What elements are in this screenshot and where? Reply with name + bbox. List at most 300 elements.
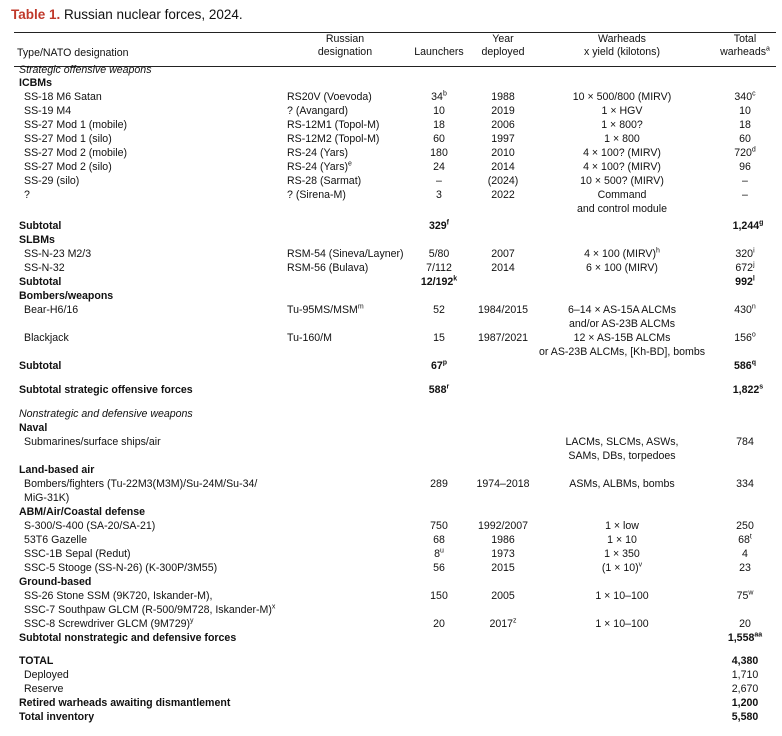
table-cell-text: 2019 [491, 105, 515, 117]
table-cell [19, 464, 94, 477]
table-cell [287, 175, 361, 188]
footnote-marker: h [656, 247, 660, 255]
table-cell [736, 436, 754, 449]
table-cell [19, 77, 52, 90]
table-cell [24, 683, 63, 696]
table-cell [24, 562, 217, 575]
footnote-marker: f [446, 219, 450, 227]
table-cell [433, 332, 445, 345]
footnote-marker: t [749, 533, 752, 541]
table-cell [433, 105, 445, 118]
table-cell [19, 632, 236, 645]
table-cell-text: 180 [430, 147, 448, 159]
table-cell-text: SS-N-32 [24, 262, 65, 274]
table-cell-text: SS-27 Mod 1 (mobile) [24, 119, 128, 131]
footnote-marker: u [440, 547, 444, 555]
footnote-marker: m [357, 303, 364, 311]
table-cell [430, 478, 448, 491]
table-cell-text: 1 × 10–100 [595, 590, 649, 602]
table-cell-text: 20 [433, 618, 445, 630]
table-cell [732, 711, 759, 724]
table-cell-text: 8 [434, 548, 440, 560]
column-header-text: designation [317, 46, 373, 58]
table-cell-text: SSC-5 Stooge (SS-N-26) (K-300P/3M55) [24, 562, 218, 574]
table-cell [732, 683, 759, 696]
table-cell [24, 147, 127, 160]
table-cell [429, 248, 450, 261]
table-cell [728, 632, 762, 645]
table-cell [488, 175, 519, 188]
table-cell-text: Reserve [24, 683, 64, 695]
table-cell-text: 320 [735, 248, 754, 260]
footnote-marker: z [513, 617, 517, 625]
table-cell [430, 520, 448, 533]
table-cell [738, 534, 752, 547]
table-cell-text: 5,580 [731, 711, 759, 723]
table-cell [595, 590, 648, 603]
table-cell [24, 133, 112, 146]
table-cell-text: TOTAL [19, 655, 54, 667]
table-cell-text: 10 × 500? (MIRV) [580, 175, 664, 187]
table-cell-text: 18 [433, 119, 445, 131]
table-cell-text: 4 × 100? (MIRV) [583, 147, 661, 159]
table-cell [24, 478, 257, 491]
table-cell-text: 672 [735, 262, 754, 274]
table-cell-text: 67 [430, 360, 443, 372]
table-cell-text: 18 [739, 119, 751, 131]
table-cell [539, 346, 705, 359]
table-cell-text: – [742, 189, 748, 201]
table-cell [431, 91, 447, 104]
table-cell-text: 60 [433, 133, 445, 145]
table-cell [24, 105, 71, 118]
table-cell [491, 548, 515, 561]
footnote-marker: q [751, 359, 756, 367]
table-cell [478, 332, 528, 345]
table-cell [433, 562, 445, 575]
table-cell [565, 436, 678, 449]
table-cell-text: 1 × HGV [601, 105, 643, 117]
table-cell-text: 68 [433, 534, 445, 546]
table-cell [735, 248, 754, 261]
table-cell [491, 562, 515, 575]
table-cell-text: 1987/2021 [477, 332, 529, 344]
footnote-marker: aa [754, 631, 763, 639]
table-cell [287, 147, 348, 160]
table-cell-text: 992 [735, 276, 753, 288]
table-cell [24, 175, 79, 188]
table-cell-text: or AS-23B ALCMs, [Kh-BD], bombs [538, 346, 706, 358]
table-cell-text: 1 × 10–100 [595, 618, 649, 630]
column-header [492, 33, 513, 46]
table-cell-text: 2014 [491, 262, 515, 274]
table-cell [569, 478, 674, 491]
table-cell-text: 4 × 100? (MIRV) [583, 161, 661, 173]
table-cell-text: 720 [734, 147, 752, 159]
table-cell-text: Bombers/weapons [19, 290, 114, 302]
table-cell [605, 520, 639, 533]
table-cell-text: RS-28 (Sarmat) [287, 175, 362, 187]
table-cell-text: 586 [734, 360, 752, 372]
table-cell [478, 520, 528, 533]
table-cell [732, 697, 759, 710]
footnote-marker: s [759, 383, 764, 391]
table-cell [19, 576, 91, 589]
footnote-marker: e [348, 160, 352, 168]
table-cell [584, 248, 660, 261]
table-cell [568, 450, 675, 463]
table-cell [430, 147, 448, 160]
table-cell-text: 1992/2007 [477, 520, 529, 532]
table-cell-text: 52 [433, 304, 445, 316]
table-cell [287, 189, 346, 202]
table-cell-text: 2005 [491, 590, 515, 602]
table-cell [491, 133, 515, 146]
footnote-marker: p [442, 359, 448, 367]
table-cell-text: 1,710 [731, 669, 759, 681]
table-cell [602, 562, 642, 575]
table-cell-text: 1,244 [732, 220, 760, 232]
table-cell [19, 360, 61, 373]
table-cell [24, 590, 212, 603]
footnote-marker: v [638, 561, 643, 569]
table-cell-text: and control module [576, 203, 668, 215]
table-cell-text: Deployed [24, 669, 69, 681]
table-cell [577, 203, 667, 216]
table-cell-text: Ground-based [19, 576, 92, 588]
table-cell [287, 119, 379, 132]
table-cell-text: Submarines/surface ships/air [24, 436, 161, 448]
table-cell [476, 478, 529, 491]
table-cell [24, 161, 112, 174]
table-cell-text: 3 [436, 189, 442, 201]
table-cell [491, 262, 515, 275]
table-cell [491, 119, 515, 132]
table-cell [736, 520, 754, 533]
table-cell-text: 75 [736, 590, 749, 602]
table-cell-text: (2024) [487, 175, 519, 187]
footnote-marker: i [753, 247, 755, 255]
table-cell [19, 234, 55, 247]
table-cell [739, 618, 751, 631]
table-cell-text: 1 × low [605, 520, 639, 532]
table-cell [732, 655, 759, 668]
table-cell [491, 105, 515, 118]
column-header-text: x yield (kilotons) [584, 46, 660, 58]
table-cell [430, 590, 448, 603]
table-cell-text: 1,200 [731, 697, 759, 709]
table-cell [24, 618, 194, 631]
table-cell [736, 478, 754, 491]
table-cell [436, 175, 442, 188]
table-cell [426, 262, 452, 275]
table-cell-text: 10 × 500/800 (MIRV) [572, 91, 672, 103]
table-cell-text: SS-19 M4 [24, 105, 72, 117]
table-cell [734, 91, 755, 104]
table-cell [24, 119, 127, 132]
table-cell-text: 12 × AS-15B ALCMs [573, 332, 671, 344]
table-cell [24, 248, 91, 261]
table-cell-text: 10 [433, 105, 445, 117]
table-cell-text: Total inventory [19, 711, 95, 723]
table-cell [604, 548, 640, 561]
table-cell [436, 189, 442, 202]
table-cell [287, 105, 348, 118]
table-cell-text: 150 [430, 590, 448, 602]
table-cell-text: – [742, 175, 748, 187]
table-cell [491, 534, 515, 547]
table-cell [491, 590, 515, 603]
table-cell-text: 750 [430, 520, 448, 532]
table-cell [733, 220, 764, 233]
table-cell-text: SS-26 Stone SSM (9K720, Iskander-M), [24, 590, 213, 602]
table-cell-text: Command [597, 189, 647, 201]
table-cell [421, 276, 457, 289]
table-cell [287, 304, 364, 317]
table-cell-text: 23 [739, 562, 751, 574]
top-rule [14, 32, 776, 33]
table-cell-text: 588 [428, 384, 447, 396]
table-cell [24, 534, 87, 547]
table-cell-text: SS-27 Mod 1 (silo) [24, 133, 112, 145]
table-title [11, 7, 243, 22]
footnote-marker: o [751, 331, 756, 339]
column-header-text: Type/NATO designation [17, 47, 129, 59]
table-cell [434, 548, 444, 561]
table-cell-text: 4 [742, 548, 748, 560]
table-cell [598, 189, 647, 202]
column-header [414, 46, 463, 59]
column-header [326, 33, 364, 46]
table-cell [734, 147, 756, 160]
table-cell [19, 384, 193, 397]
footnote-marker: w [748, 589, 754, 597]
table-cell-text: S-300/S-400 (SA-20/SA-21) [24, 520, 156, 532]
table-cell [287, 133, 379, 146]
column-header-text: Launchers [414, 46, 464, 58]
table-cell-text: 10 [739, 105, 751, 117]
table-cell-text: 2017 [489, 618, 514, 630]
table-cell-text: 6 × 100 (MIRV) [586, 262, 658, 274]
table-cell-text: MiG-31K) [24, 492, 70, 504]
table-cell [24, 669, 69, 682]
table-cell-text: 15 [433, 332, 445, 344]
table-cell [24, 492, 69, 505]
footnote-marker: b [442, 90, 447, 98]
table-cell-text: ? (Sirena-M) [287, 189, 346, 201]
table-cell [19, 506, 145, 519]
table-cell-text: 1997 [491, 133, 515, 145]
table-cell-text: ? [24, 189, 30, 201]
column-header [734, 33, 756, 46]
table-cell-text: SS-N-23 M2/3 [24, 248, 92, 260]
table-cell-text: SSC-8 Screwdriver GLCM (9M729) [24, 618, 191, 630]
table-cell [732, 669, 759, 682]
table-cell-text: ABM/Air/Coastal defense [19, 506, 145, 518]
table-cell-text: SS-27 Mod 2 (silo) [24, 161, 112, 173]
table-cell-text: 2,670 [731, 683, 759, 695]
table-title-text: Russian nuclear forces, 2024. [60, 7, 243, 22]
table-cell [739, 105, 751, 118]
table-cell-text: RSM-56 (Bulava) [287, 262, 369, 274]
table-cell-text: SLBMs [19, 234, 55, 246]
table-cell-text: 20 [739, 618, 751, 630]
table-cell-text: Subtotal [19, 276, 62, 288]
footnote-marker: y [190, 617, 194, 625]
table-cell-text: RS-12M1 (Topol-M) [287, 119, 380, 131]
table-cell [24, 520, 155, 533]
table-cell [735, 262, 754, 275]
table-cell-text: 2022 [491, 189, 515, 201]
column-header [17, 47, 129, 60]
footnote-marker: g [759, 219, 764, 227]
table-cell-text: 4 × 100 (MIRV) [584, 248, 657, 260]
table-cell-text: Land-based air [19, 464, 95, 476]
table-cell-text: Bombers/fighters (Tu-22M3(M3M)/Su-24M/Su-34/ [24, 478, 258, 490]
table-cell [287, 332, 332, 345]
table-cell [595, 618, 648, 631]
table-cell [433, 119, 445, 132]
table-cell [24, 91, 102, 104]
table-cell-text: ? (Avangard) [287, 105, 349, 117]
table-cell [601, 119, 643, 132]
table-cell [604, 133, 640, 146]
table-cell [19, 655, 53, 668]
table-cell [574, 332, 671, 345]
table-cell-text: SAMs, DBs, torpedoes [568, 450, 676, 462]
table-cell [739, 133, 751, 146]
table-cell-text: Tu-160/M [287, 332, 332, 344]
table-cell [734, 304, 756, 317]
table-cell-text: – [436, 175, 442, 187]
table-cell [19, 697, 230, 710]
table-cell-text: 1974–2018 [476, 478, 530, 490]
table-cell-text: 430 [734, 304, 752, 316]
table-cell [24, 304, 78, 317]
table-cell [583, 161, 661, 174]
table-cell-text: 2006 [491, 119, 515, 131]
table-cell-text: 784 [736, 436, 754, 448]
table-cell [737, 590, 754, 603]
table-cell-text: 340 [734, 91, 753, 103]
column-header [318, 46, 372, 59]
table-cell-text: SSC-1B Sepal (Redut) [24, 548, 131, 560]
table-cell [287, 161, 352, 174]
table-cell-text: LACMs, SLCMs, ASWs, [565, 436, 679, 448]
table-cell [433, 304, 445, 317]
table-cell [568, 304, 676, 317]
table-cell-text: Nonstrategic and defensive weapons [19, 408, 193, 420]
table-cell [19, 408, 193, 421]
table-cell [607, 534, 637, 547]
footnote-marker: j [753, 261, 755, 269]
table-cell [287, 91, 372, 104]
table-cell [583, 147, 661, 160]
table-cell-text: 96 [739, 161, 751, 173]
table-cell-text: 334 [736, 478, 754, 490]
column-header [720, 46, 770, 59]
column-header [584, 46, 660, 59]
table-cell [491, 248, 515, 261]
table-cell-text: SS-18 M6 Satan [24, 91, 102, 103]
table-cell [24, 548, 131, 561]
table-cell-text: Subtotal [19, 220, 62, 232]
table-cell [580, 175, 664, 188]
table-cell [429, 220, 449, 233]
table-cell-text: Subtotal [19, 360, 62, 372]
table-cell [19, 220, 61, 233]
table-cell-text: 1986 [491, 534, 515, 546]
table-cell-text: 2010 [491, 147, 515, 159]
table-cell-text: 1984/2015 [477, 304, 529, 316]
table-cell-text: 1 × 800 [604, 133, 640, 145]
table-cell-text: RS-12M2 (Topol-M) [287, 133, 380, 145]
table-cell-text: 156 [734, 332, 752, 344]
table-cell [586, 262, 658, 275]
table-cell [287, 248, 404, 261]
table-cell [433, 618, 445, 631]
table-cell-text: Blackjack [24, 332, 69, 344]
table-cell-text: 2014 [491, 161, 515, 173]
table-cell-text: 1,822 [732, 384, 760, 396]
column-header-text: Russian [325, 33, 365, 45]
table-cell [735, 276, 755, 289]
footnote-marker: c [752, 90, 756, 98]
table-cell [573, 91, 671, 104]
table-cell-text: 6–14 × AS-15A ALCMs [567, 304, 677, 316]
table-cell-text: 56 [433, 562, 445, 574]
footnote-marker: r [446, 383, 450, 391]
table-cell-text: 1 × 350 [604, 548, 640, 560]
footnote-marker: k [453, 275, 458, 283]
table-cell-text: and/or AS-23B ALCMs [569, 318, 675, 330]
table-cell [491, 147, 515, 160]
table-cell-text: Naval [19, 422, 48, 434]
table-cell-text: 250 [736, 520, 754, 532]
column-header-text: deployed [481, 46, 525, 58]
table-cell [287, 262, 368, 275]
table-cell-text: Strategic offensive weapons [19, 64, 152, 76]
table-cell-text: 1973 [491, 548, 515, 560]
table-cell-text: 24 [433, 161, 445, 173]
table-cell-text: 12/192 [420, 276, 454, 288]
table-cell-text: ICBMs [19, 77, 52, 89]
table-cell [24, 189, 30, 202]
table-cell [433, 133, 445, 146]
table-cell-text: 5/80 [428, 248, 450, 260]
table-cell [739, 119, 751, 132]
table-cell-text: RS-24 (Yars) [287, 147, 349, 159]
table-cell [478, 304, 528, 317]
table-cell [19, 711, 94, 724]
table-cell [489, 618, 516, 631]
table-cell [734, 332, 756, 345]
table-cell [19, 64, 152, 77]
table-cell-text: 34 [431, 91, 443, 103]
column-header [481, 46, 524, 59]
table-label: Table 1. [11, 7, 61, 22]
table-cell [19, 276, 61, 289]
table-cell [433, 161, 445, 174]
table-cell-text: 1,558 [727, 632, 755, 644]
table-cell-text: ASMs, ALBMs, bombs [569, 478, 675, 490]
table-cell [429, 384, 449, 397]
table-cell-text: Tu-95MS/MSM [287, 304, 358, 316]
table-cell [19, 422, 47, 435]
column-header-text: warheads [720, 46, 767, 58]
table-cell-text: 7/112 [426, 262, 452, 274]
table-cell-text: 1988 [491, 91, 515, 103]
